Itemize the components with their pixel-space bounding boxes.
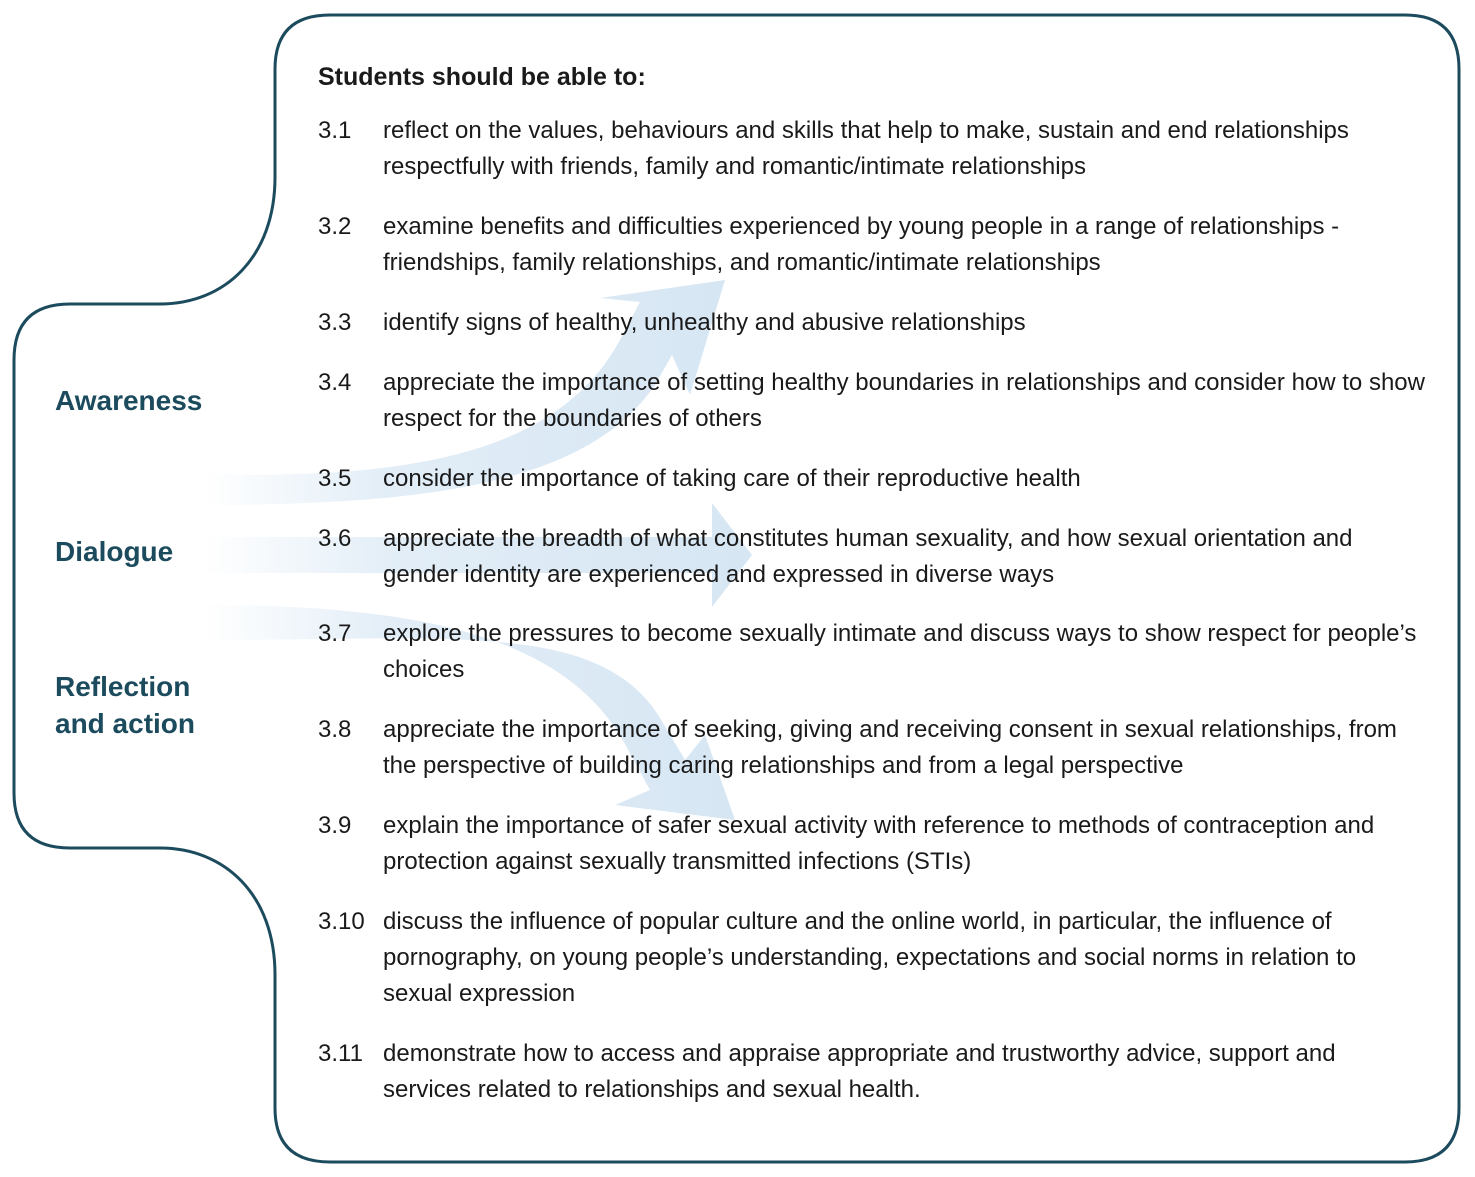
- outcome-number: 3.6: [318, 525, 352, 552]
- outcome-item: [318, 712, 1428, 784]
- outcome-text: identify signs of healthy, unhealthy and abusive relationships: [383, 309, 1026, 336]
- outcome-item: [318, 209, 1428, 281]
- outcome-item: [318, 305, 1428, 341]
- outcome-number: 3.1: [318, 117, 352, 144]
- outcome-item: [318, 904, 1428, 1012]
- outcome-item: [318, 365, 1428, 437]
- outcome-item: [318, 1036, 1428, 1108]
- outcome-text: discuss the influence of popular culture and the online world, in particular, the influence of pornography, on young people’s understanding, expectations and social norms in relation to sexual expression: [383, 908, 1357, 1007]
- outcome-number: 3.3: [318, 309, 352, 336]
- outcome-item: [318, 113, 1428, 185]
- outcome-item: [318, 461, 1428, 497]
- outcome-number: 3.2: [318, 213, 352, 240]
- outcome-item: [318, 616, 1428, 688]
- outcome-text: reflect on the values, behaviours and skills that help to make, sustain and end relationships respectfully with friends, family and romantic/intimate relationships: [383, 117, 1349, 180]
- theme-dialogue: Dialogue: [55, 536, 174, 567]
- intro-heading: Students should be able to:: [318, 63, 646, 91]
- theme-reflection-and-action: Reflection and action: [55, 671, 196, 739]
- outcome-item: [318, 521, 1428, 593]
- outcome-text: appreciate the importance of seeking, giving and receiving consent in sexual relationships, from the perspective of building caring relationships and from a legal perspective: [383, 716, 1397, 779]
- outcome-text: consider the importance of taking care of their reproductive health: [383, 465, 1081, 492]
- outcome-number: 3.5: [318, 465, 352, 492]
- outcome-number: 3.10: [318, 908, 365, 935]
- outcome-number: 3.8: [318, 716, 352, 743]
- outcome-number: 3.4: [318, 369, 352, 396]
- outcome-text: explain the importance of safer sexual activity with reference to methods of contraception and protection against sexually transmitted infections (STIs): [383, 812, 1375, 875]
- outcome-text: explore the pressures to become sexually intimate and discuss ways to show respect for people’s choices: [383, 620, 1417, 683]
- outcome-text: examine benefits and difficulties experienced by young people in a range of relationships - friendships, family relationships, and romantic/intimate relationships: [383, 213, 1340, 276]
- outcome-text: appreciate the importance of setting healthy boundaries in relationships and consider how to show respect for the boundaries of others: [383, 369, 1425, 432]
- outcome-number: 3.11: [318, 1040, 363, 1067]
- outcome-number: 3.7: [318, 620, 352, 647]
- outcome-text: demonstrate how to access and appraise appropriate and trustworthy advice, support and services related to relationships and sexual health.: [383, 1040, 1336, 1103]
- outcome-number: 3.9: [318, 812, 352, 839]
- outcome-item: [318, 808, 1428, 880]
- theme-awareness: Awareness: [55, 385, 203, 416]
- outcome-text: appreciate the breadth of what constitutes human sexuality, and how sexual orientation and gender identity are experienced and expressed in diverse ways: [383, 525, 1353, 588]
